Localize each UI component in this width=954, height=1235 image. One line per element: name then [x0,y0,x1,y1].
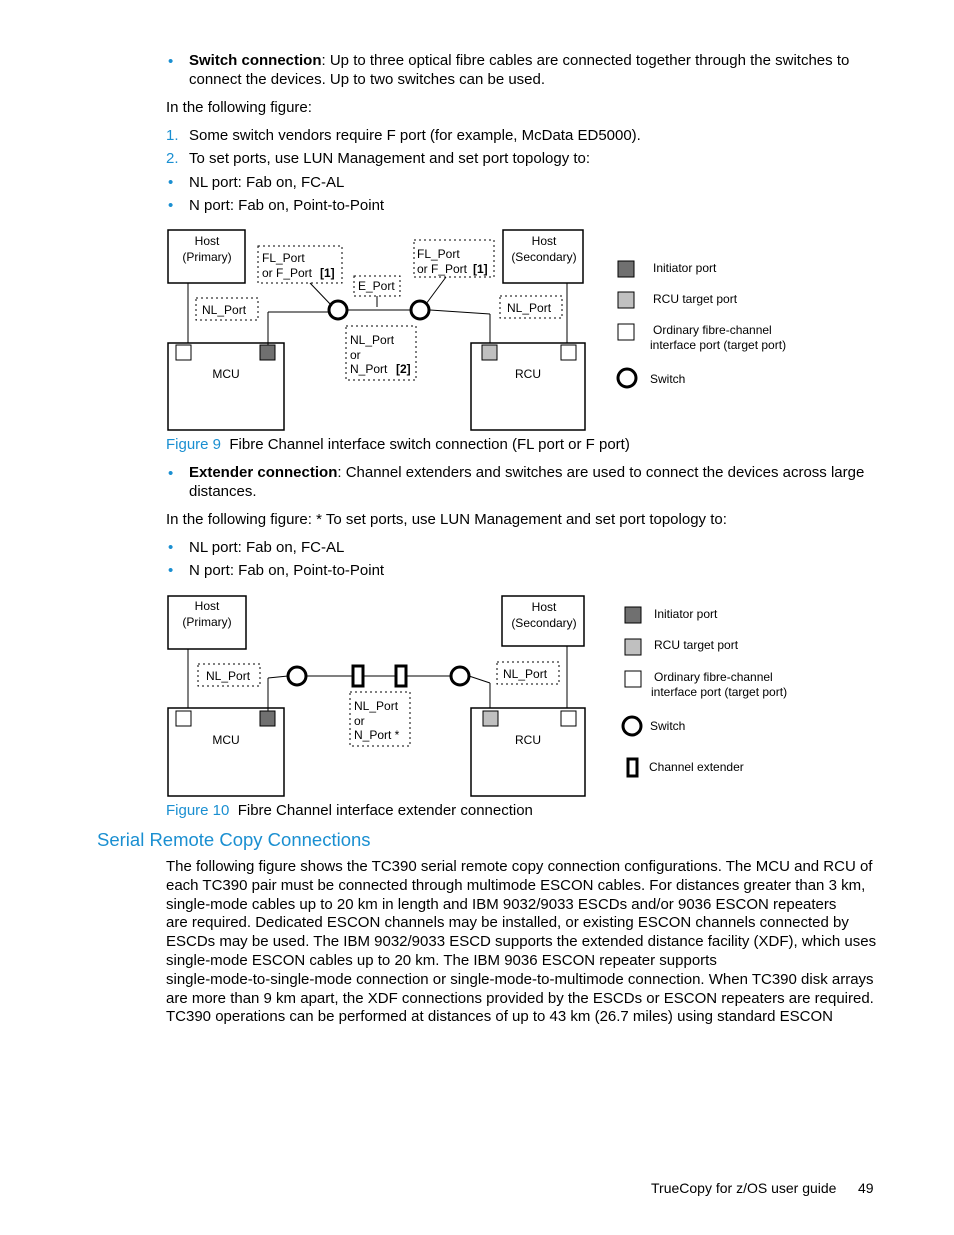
svg-text:RCU: RCU [515,367,541,381]
figure-9-caption [166,435,630,454]
figure-10-caption [166,801,533,820]
svg-text:or: or [354,714,365,728]
host-primary-box [168,596,246,649]
bullet-icon: • [168,197,174,214]
svg-text:[1]: [1] [320,266,335,280]
switch-connection-desc: : Up to three optical fibre cables are connected together through the switches to [321,52,850,69]
channel-extender-icon [353,666,363,686]
svg-text:RCU target port: RCU target port [653,292,738,306]
extender-line2: distances. [189,483,257,500]
mcu-box [168,343,284,430]
section-paragraph [166,858,886,1027]
paragraph-line: are required. Dedicated ESCON channels may be installed, or existing ESCON channels connected by [166,914,849,932]
channel-extender-icon [628,759,637,776]
svg-text:NL_Port: NL_Port [354,699,399,713]
footer-title: TrueCopy for z/OS user guide [651,1180,837,1196]
extender-line1 [189,463,864,482]
svg-text:Initiator port: Initiator port [653,261,717,275]
svg-text:NL_Port: NL_Port [503,667,548,681]
extender-intro: In the following figure: * To set ports, use LUN Management and set port topology to: [166,511,727,528]
intro-text: In the following figure: [166,99,312,116]
svg-text:or F_Port: or F_Port [262,266,313,280]
list-item: N port: Fab on, Point-to-Point [189,197,385,214]
list-item: N port: Fab on, Point-to-Point [189,562,385,579]
svg-text:[1]: [1] [473,262,488,276]
switch-icon [618,369,636,387]
page-number: 49 [858,1180,874,1196]
svg-text:FL_Port: FL_Port [417,247,460,261]
paragraph-line: The following figure shows the TC390 serial remote copy connection configurations. The MCU and RCU of [166,858,873,875]
paragraph-line: single-mode cables up to 20 km in length and IBM 9032/9033 ESCDs and/or 9036 ESCON repeaters [166,895,837,913]
list-item: NL port: Fab on, FC-AL [189,174,345,191]
channel-extender-icon [396,666,406,686]
list-item: Some switch vendors require F port (for example, McData ED5000). [189,127,641,144]
extender-desc: : Channel extenders and switches are used to connect the devices across large [337,464,865,481]
svg-text:NL_Port: NL_Port [507,301,552,315]
svg-text:RCU target port: RCU target port [654,638,739,652]
list-number: 2. [166,150,179,167]
svg-text:Ordinary fibre-channel: Ordinary fibre-channel [654,670,773,684]
svg-text:interface port (target port): interface port (target port) [650,338,787,352]
bullet-icon: • [168,539,174,556]
bullet-icon: • [168,465,174,482]
svg-text:Switch: Switch [650,719,686,733]
mcu-box [168,708,284,796]
paragraph-line: each TC390 pair must be connected through multimode ESCON cables. For distances greater than 3 km, [166,876,866,894]
paragraph-line: ESCDs may be used. The IBM 9032/9033 ESCD supports the extended distance facility (XDF), which uses [166,933,877,951]
paragraph-line: single-mode-to-single-mode connection or single-mode-to-multimode connection. When TC390 disk arrays [166,970,874,988]
rcu-box [471,343,585,430]
svg-text:(Primary): (Primary) [182,250,232,264]
svg-text:N_Port *: N_Port * [354,728,400,742]
svg-text:or F_Port: or F_Port [417,262,468,276]
svg-text:E_Port: E_Port [358,279,395,293]
svg-text:(Secondary): (Secondary) [511,616,577,630]
bullet-icon: • [168,174,174,191]
svg-text:Host: Host [531,600,557,614]
svg-text:(Primary): (Primary) [182,615,232,629]
figure-10-label: Figure 10 [166,802,230,819]
switch-icon [451,667,469,685]
svg-text:RCU: RCU [515,733,541,747]
figure-10-diagram [160,588,810,800]
switch-connection-line2: connect the devices. Up to two switches can be used. [189,71,546,88]
figure-9-diagram [160,222,810,434]
svg-text:Switch: Switch [650,372,686,386]
switch-icon [288,667,306,685]
host-secondary-box [503,230,583,283]
svg-text:NL_Port: NL_Port [206,669,251,683]
svg-text:Ordinary fibre-channel: Ordinary fibre-channel [653,323,772,337]
paragraph-line: TC390 operations can be performed at distances of up to 43 km (26.7 miles) using standard ESCON [166,1008,834,1026]
section-heading: Serial Remote Copy Connections [97,829,371,850]
svg-text:Channel extender: Channel extender [649,760,744,774]
figure-10-caption-text: Fibre Channel interface extender connection [237,802,533,819]
extender-term: Extender connection [189,464,338,481]
switch-connection-term: Switch connection [189,52,322,69]
svg-text:(Secondary): (Secondary) [511,250,577,264]
svg-text:FL_Port: FL_Port [262,251,305,265]
paragraph-line: are more than 9 km apart, the XDF connections provided by the ESCDs or ESCON repeaters are required. [166,989,874,1007]
bullet-icon: • [168,562,174,579]
bullet-icon: • [168,53,174,70]
svg-text:interface port (target port): interface port (target port) [651,685,788,699]
list-number: 1. [166,127,179,144]
figure-9-caption-text: Fibre Channel interface switch connection (FL port or F port) [229,436,630,453]
host-secondary-box [502,596,584,646]
svg-text:NL_Port: NL_Port [202,303,247,317]
switch-icon [623,717,641,735]
list-item: NL port: Fab on, FC-AL [189,539,345,556]
svg-text:Host: Host [194,234,220,248]
svg-text:Host: Host [531,234,557,248]
svg-text:MCU: MCU [212,367,240,381]
svg-text:[2]: [2] [396,362,411,376]
figure-9-label: Figure 9 [166,436,222,453]
switch-connection-line1 [189,51,849,70]
svg-text:MCU: MCU [212,733,240,747]
paragraph-line: single-mode ESCON cables up to 20 km. The IBM 9036 ESCON repeater supports [166,951,717,969]
rcu-box [471,708,585,796]
svg-text:NL_Port: NL_Port [350,333,395,347]
host-primary-box [168,230,245,283]
svg-text:or: or [350,348,361,362]
switch-icon [329,301,347,319]
svg-text:Host: Host [194,599,220,613]
svg-text:N_Port: N_Port [350,362,388,376]
list-item: To set ports, use LUN Management and set port topology to: [189,150,591,167]
svg-text:Initiator port: Initiator port [654,607,718,621]
